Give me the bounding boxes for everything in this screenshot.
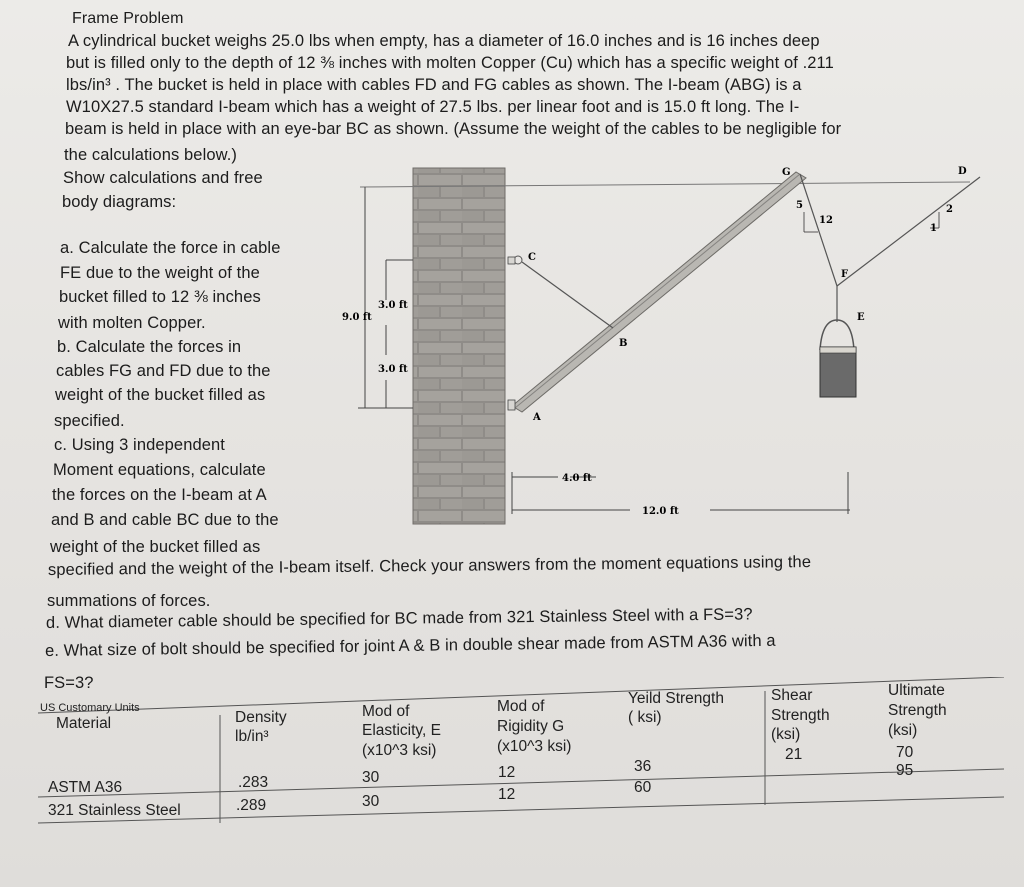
table-row-e: 30: [362, 769, 380, 786]
table-row-e: 30: [362, 793, 380, 810]
bucket: [820, 347, 856, 397]
slope-1-label: 1: [930, 223, 937, 234]
header-shear: Strength: [771, 707, 830, 724]
point-d-label: D: [958, 166, 967, 177]
intro-line: body diagrams:: [62, 193, 177, 211]
intro-line: the calculations below.): [64, 146, 237, 164]
table-row-material: 321 Stainless Steel: [48, 802, 181, 819]
header-mod-g: Mod of: [497, 698, 545, 715]
header-mod-g: Rigidity G: [497, 718, 565, 735]
header-mod-g-unit: (x10^3 ksi): [497, 738, 572, 755]
table-row-yield: 60: [634, 779, 652, 796]
intro-line: lbs/in³ . The bucket is held in place with cables FD and FG cables as shown. The I-beam (ABG) is a: [66, 76, 802, 94]
question-line: FS=3?: [44, 674, 94, 692]
table-row-material: ASTM A36: [48, 779, 123, 796]
point-g-label: G: [782, 167, 791, 178]
question-line: and B and cable BC due to the: [51, 511, 279, 529]
intro-line: but is filled only to the depth of 12 ⅜ inches with molten Copper (Cu) which has a specific weight of .211: [66, 54, 834, 72]
cable-fd: [837, 177, 980, 286]
slope-12-label: 12: [819, 215, 833, 226]
page-title: Frame Problem: [72, 10, 184, 27]
header-density: Density: [235, 709, 287, 726]
table-row-g: 12: [498, 786, 516, 803]
question-line: the forces on the I-beam at A: [52, 486, 267, 504]
ultimate-value: 70: [896, 744, 914, 761]
header-mod-e-unit: (x10^3 ksi): [362, 742, 437, 759]
intro-line: A cylindrical bucket weighs 25.0 lbs when empty, has a diameter of 16.0 inches and is 16 inches deep: [68, 32, 820, 50]
question-line: c. Using 3 independent: [54, 436, 225, 454]
point-e-label: E: [857, 312, 865, 323]
table-row-g: 12: [498, 764, 516, 781]
question-line: Moment equations, calculate: [53, 461, 266, 479]
question-line: weight of the bucket filled as: [55, 386, 266, 404]
dimension-12ft-label: 12.0 ft: [642, 506, 679, 517]
intro-line: W10X27.5 standard I-beam which has a weight of 27.5 lbs. per linear foot and is 15.0 ft long. The I-: [66, 98, 800, 116]
header-ultimate-unit: (ksi): [888, 722, 918, 739]
question-line: specified and the weight of the I-beam itself. Check your answers from the moment equations using the: [47, 553, 812, 579]
bucket-handle: [820, 320, 854, 350]
point-b-label: B: [619, 338, 628, 349]
dimension-9ft-label: 9.0 ft: [342, 312, 372, 323]
header-mod-e: Mod of: [362, 703, 410, 720]
frame-diagram: [330, 150, 1024, 540]
header-shear-unit: (ksi): [771, 726, 801, 743]
question-line: b. Calculate the forces in: [57, 338, 242, 356]
question-line: e. What size of bolt should be specified for joint A & B in double shear made from ASTM A36 with a: [44, 631, 776, 660]
header-ultimate: Ultimate: [888, 682, 945, 699]
point-a-label: A: [533, 412, 541, 423]
shear-value: 21: [785, 746, 803, 763]
question-line: summations of forces.: [47, 592, 211, 610]
question-line: a. Calculate the force in cable: [60, 239, 281, 257]
header-density-unit: lb/in³: [235, 728, 269, 745]
slope-2-label: 2: [946, 204, 953, 215]
materials-table: [38, 677, 1004, 827]
point-f-label: F: [841, 269, 849, 280]
point-c-label: C: [528, 252, 536, 263]
i-beam-abg: [512, 172, 806, 412]
question-line: cables FG and FD due to the: [56, 362, 271, 380]
intro-line: Show calculations and free: [63, 169, 263, 187]
header-material: Material: [56, 715, 112, 732]
slope-5-label: 5: [796, 200, 803, 211]
eye-bar-bc: [522, 262, 613, 328]
question-line: with molten Copper.: [58, 314, 206, 332]
question-line: d. What diameter cable should be specified for BC made from 321 Stainless Steel with a FS=3?: [45, 605, 753, 632]
header-yield: Yeild Strength: [628, 690, 724, 707]
header-mod-e: Elasticity, E: [362, 722, 441, 739]
table-row-yield: 36: [634, 758, 652, 775]
table-units-label: US Customary Units: [40, 702, 140, 714]
header-shear: Shear: [771, 687, 813, 704]
table-row-density: .283: [238, 774, 269, 791]
table-row-ultimate: 95: [896, 762, 914, 779]
intro-line: beam is held in place with an eye-bar BC as shown. (Assume the weight of the cables to be negligible for: [65, 120, 842, 138]
table-row-density: .289: [236, 797, 267, 814]
dimension-4ft-label: 4.0 ft: [562, 473, 592, 484]
dimension-3ft-top-label: 3.0 ft: [378, 300, 408, 311]
dimension-3ft-bottom-label: 3.0 ft: [378, 364, 408, 375]
question-line: FE due to the weight of the: [60, 264, 260, 282]
brick-wall: [413, 168, 505, 524]
question-line: weight of the bucket filled as: [50, 538, 261, 556]
header-ultimate: Strength: [888, 702, 947, 719]
question-line: specified.: [54, 412, 125, 430]
header-yield-unit: ( ksi): [628, 709, 662, 726]
cable-fg: [800, 174, 837, 286]
question-line: bucket filled to 12 ⅜ inches: [59, 288, 261, 306]
